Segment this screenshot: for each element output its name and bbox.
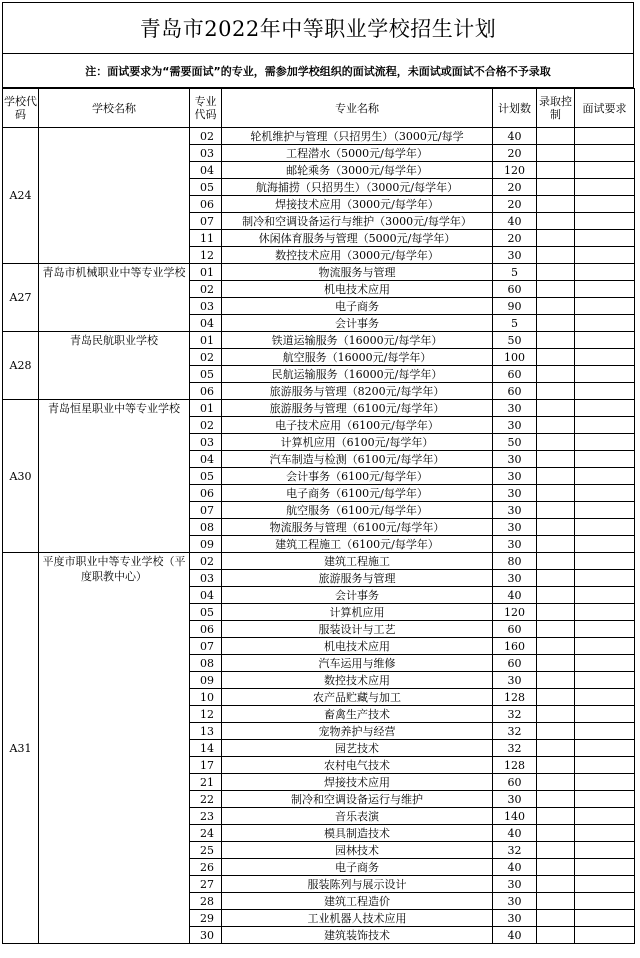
major-code-cell: 08 — [190, 655, 222, 672]
major-code-cell: 06 — [190, 485, 222, 502]
plan-count-cell: 60 — [493, 383, 537, 400]
major-code-cell: 05 — [190, 179, 222, 196]
admission-control-cell — [537, 332, 575, 349]
major-name-cell: 航空服务（16000元/每学年） — [222, 349, 493, 366]
header-row — [3, 89, 635, 128]
major-code-cell: 01 — [190, 400, 222, 417]
major-code-cell: 04 — [190, 315, 222, 332]
plan-count-cell: 30 — [493, 247, 537, 264]
major-name-cell: 服装设计与工艺 — [222, 621, 493, 638]
interview-requirement-cell — [575, 281, 635, 298]
interview-requirement-cell — [575, 910, 635, 927]
admission-control-cell — [537, 791, 575, 808]
major-name-cell: 农村电气技术 — [222, 757, 493, 774]
major-code-cell: 11 — [190, 230, 222, 247]
interview-requirement-cell — [575, 298, 635, 315]
major-name-cell: 服装陈列与展示设计 — [222, 876, 493, 893]
major-code-cell: 23 — [190, 808, 222, 825]
major-code-cell: 17 — [190, 757, 222, 774]
major-name-cell: 机电技术应用 — [222, 638, 493, 655]
admission-control-cell — [537, 281, 575, 298]
interview-note: 注：面试要求为“需要面试”的专业，需参加学校组织的面试流程，未面试或面试不合格不予录取 — [2, 54, 634, 88]
admission-control-cell — [537, 808, 575, 825]
major-name-cell: 建筑工程施工 — [222, 553, 493, 570]
major-code-cell: 04 — [190, 451, 222, 468]
school-name-cell: 青岛市机械职业中等专业学校 — [39, 264, 190, 332]
plan-count-cell: 30 — [493, 791, 537, 808]
school-name-cell: 青岛恒星职业中等专业学校 — [39, 400, 190, 553]
major-code-cell: 13 — [190, 723, 222, 740]
school-code-cell: A27 — [3, 264, 39, 332]
plan-count-cell: 60 — [493, 621, 537, 638]
interview-requirement-cell — [575, 230, 635, 247]
admission-control-cell — [537, 842, 575, 859]
interview-requirement-cell — [575, 315, 635, 332]
major-name-cell: 工程潜水（5000元/每学年） — [222, 145, 493, 162]
admission-control-cell — [537, 162, 575, 179]
major-code-cell: 09 — [190, 536, 222, 553]
major-code-cell: 25 — [190, 842, 222, 859]
major-code-cell: 07 — [190, 638, 222, 655]
major-name-cell: 工业机器人技术应用 — [222, 910, 493, 927]
major-code-cell: 02 — [190, 553, 222, 570]
plan-count-cell: 30 — [493, 400, 537, 417]
major-code-cell: 02 — [190, 128, 222, 145]
admission-control-cell — [537, 451, 575, 468]
major-name-cell: 园林技术 — [222, 842, 493, 859]
major-name-cell: 制冷和空调设备运行与维护 — [222, 791, 493, 808]
plan-count-cell: 30 — [493, 468, 537, 485]
plan-count-cell: 30 — [493, 893, 537, 910]
interview-requirement-cell — [575, 621, 635, 638]
interview-requirement-cell — [575, 757, 635, 774]
interview-requirement-cell — [575, 893, 635, 910]
major-code-cell: 27 — [190, 876, 222, 893]
interview-requirement-cell — [575, 740, 635, 757]
interview-requirement-cell — [575, 196, 635, 213]
admission-control-cell — [537, 689, 575, 706]
major-code-cell: 09 — [190, 672, 222, 689]
interview-requirement-cell — [575, 485, 635, 502]
interview-requirement-cell — [575, 808, 635, 825]
plan-count-cell: 20 — [493, 230, 537, 247]
major-name-cell: 焊接技术应用（3000元/每学年） — [222, 196, 493, 213]
major-name-cell: 航空服务（6100元/每学年） — [222, 502, 493, 519]
admission-control-cell — [537, 893, 575, 910]
major-name-cell: 会计事务（6100元/每学年） — [222, 468, 493, 485]
major-name-cell: 制冷和空调设备运行与维护（3000元/每学年） — [222, 213, 493, 230]
table-row — [3, 400, 635, 417]
interview-requirement-cell — [575, 825, 635, 842]
major-code-cell: 07 — [190, 502, 222, 519]
interview-requirement-cell — [575, 468, 635, 485]
plan-count-cell: 100 — [493, 349, 537, 366]
major-code-cell: 10 — [190, 689, 222, 706]
admission-control-cell — [537, 672, 575, 689]
school-code-cell: A30 — [3, 400, 39, 553]
plan-count-cell: 60 — [493, 366, 537, 383]
admission-control-cell — [537, 213, 575, 230]
interview-requirement-cell — [575, 162, 635, 179]
interview-requirement-cell — [575, 604, 635, 621]
interview-requirement-cell — [575, 128, 635, 145]
major-name-cell: 民航运输服务（16000元/每学年） — [222, 366, 493, 383]
school-name-cell: 平度市职业中等专业学校（平度职教中心） — [39, 553, 190, 944]
admission-control-cell — [537, 638, 575, 655]
plan-count-cell: 40 — [493, 587, 537, 604]
school-code-cell: A28 — [3, 332, 39, 400]
plan-count-cell: 30 — [493, 536, 537, 553]
major-code-cell: 04 — [190, 162, 222, 179]
interview-requirement-cell — [575, 689, 635, 706]
interview-requirement-cell — [575, 451, 635, 468]
major-name-cell: 数控技术应用（3000元/每学年） — [222, 247, 493, 264]
major-code-cell: 12 — [190, 247, 222, 264]
admission-control-cell — [537, 859, 575, 876]
major-name-cell: 铁道运输服务（16000元/每学年） — [222, 332, 493, 349]
major-name-cell: 电子商务（6100元/每学年） — [222, 485, 493, 502]
major-code-cell: 06 — [190, 621, 222, 638]
admission-control-cell — [537, 587, 575, 604]
admission-control-cell — [537, 400, 575, 417]
admission-control-cell — [537, 264, 575, 281]
plan-count-cell: 40 — [493, 825, 537, 842]
interview-requirement-cell — [575, 842, 635, 859]
table-row — [3, 553, 635, 570]
interview-requirement-cell — [575, 927, 635, 944]
admission-control-cell — [537, 247, 575, 264]
major-name-cell: 农产品贮藏与加工 — [222, 689, 493, 706]
admission-control-cell — [537, 434, 575, 451]
admission-control-cell — [537, 383, 575, 400]
major-code-cell: 03 — [190, 434, 222, 451]
major-name-cell: 建筑装饰技术 — [222, 927, 493, 944]
admission-control-cell — [537, 485, 575, 502]
school-name-cell: 青岛民航职业学校 — [39, 332, 190, 400]
major-name-cell: 汽车制造与检测（6100元/每学年） — [222, 451, 493, 468]
plan-count-cell: 32 — [493, 740, 537, 757]
major-name-cell: 计算机应用（6100元/每学年） — [222, 434, 493, 451]
plan-count-cell: 40 — [493, 927, 537, 944]
school-code-cell: A31 — [3, 553, 39, 944]
major-name-cell: 会计事务 — [222, 587, 493, 604]
major-name-cell: 物流服务与管理（6100元/每学年） — [222, 519, 493, 536]
interview-requirement-cell — [575, 553, 635, 570]
interview-requirement-cell — [575, 638, 635, 655]
plan-count-cell: 140 — [493, 808, 537, 825]
major-name-cell: 电子商务 — [222, 298, 493, 315]
major-code-cell: 06 — [190, 383, 222, 400]
major-name-cell: 园艺技术 — [222, 740, 493, 757]
plan-count-cell: 60 — [493, 281, 537, 298]
admission-control-cell — [537, 553, 575, 570]
header-control: 录取控制 — [537, 89, 575, 128]
interview-requirement-cell — [575, 706, 635, 723]
major-code-cell: 02 — [190, 417, 222, 434]
admission-control-cell — [537, 298, 575, 315]
major-name-cell: 畜禽生产技术 — [222, 706, 493, 723]
admission-control-cell — [537, 655, 575, 672]
plan-count-cell: 5 — [493, 264, 537, 281]
school-code-cell: A24 — [3, 128, 39, 264]
school-name-cell — [39, 128, 190, 264]
table-row — [3, 128, 635, 145]
plan-count-cell: 5 — [493, 315, 537, 332]
interview-requirement-cell — [575, 145, 635, 162]
major-name-cell: 模具制造技术 — [222, 825, 493, 842]
major-code-cell: 01 — [190, 264, 222, 281]
plan-count-cell: 50 — [493, 332, 537, 349]
interview-requirement-cell — [575, 655, 635, 672]
major-code-cell: 12 — [190, 706, 222, 723]
admission-control-cell — [537, 570, 575, 587]
interview-requirement-cell — [575, 502, 635, 519]
plan-count-cell: 30 — [493, 910, 537, 927]
major-name-cell: 邮轮乘务（3000元/每学年） — [222, 162, 493, 179]
plan-count-cell: 128 — [493, 689, 537, 706]
major-code-cell: 03 — [190, 298, 222, 315]
plan-count-cell: 90 — [493, 298, 537, 315]
interview-requirement-cell — [575, 672, 635, 689]
major-name-cell: 休闲体育服务与管理（5000元/每学年） — [222, 230, 493, 247]
plan-count-cell: 160 — [493, 638, 537, 655]
interview-requirement-cell — [575, 570, 635, 587]
table-body — [3, 128, 635, 944]
major-name-cell: 旅游服务与管理（8200元/每学年） — [222, 383, 493, 400]
admission-control-cell — [537, 417, 575, 434]
major-code-cell: 03 — [190, 145, 222, 162]
interview-requirement-cell — [575, 587, 635, 604]
major-name-cell: 数控技术应用 — [222, 672, 493, 689]
interview-requirement-cell — [575, 774, 635, 791]
major-code-cell: 02 — [190, 281, 222, 298]
admission-control-cell — [537, 128, 575, 145]
plan-count-cell: 128 — [493, 757, 537, 774]
plan-count-cell: 40 — [493, 859, 537, 876]
admission-control-cell — [537, 621, 575, 638]
plan-count-cell: 32 — [493, 706, 537, 723]
interview-requirement-cell — [575, 791, 635, 808]
document-title: 青岛市2022年中等职业学校招生计划 — [2, 2, 634, 54]
interview-requirement-cell — [575, 519, 635, 536]
interview-requirement-cell — [575, 366, 635, 383]
major-name-cell: 旅游服务与管理（6100元/每学年） — [222, 400, 493, 417]
interview-requirement-cell — [575, 434, 635, 451]
major-name-cell: 物流服务与管理 — [222, 264, 493, 281]
plan-count-cell: 20 — [493, 145, 537, 162]
interview-requirement-cell — [575, 859, 635, 876]
admission-control-cell — [537, 723, 575, 740]
plan-count-cell: 120 — [493, 604, 537, 621]
table-row — [3, 332, 635, 349]
header-major-name: 专业名称 — [222, 89, 493, 128]
enrollment-plan-table — [2, 88, 635, 944]
admission-control-cell — [537, 876, 575, 893]
major-code-cell: 07 — [190, 213, 222, 230]
table-row — [3, 264, 635, 281]
major-name-cell: 电子技术应用（6100元/每学年） — [222, 417, 493, 434]
major-code-cell: 28 — [190, 893, 222, 910]
admission-control-cell — [537, 468, 575, 485]
interview-requirement-cell — [575, 383, 635, 400]
major-name-cell: 会计事务 — [222, 315, 493, 332]
admission-control-cell — [537, 519, 575, 536]
admission-control-cell — [537, 536, 575, 553]
major-code-cell: 08 — [190, 519, 222, 536]
major-name-cell: 计算机应用 — [222, 604, 493, 621]
admission-control-cell — [537, 774, 575, 791]
plan-count-cell: 30 — [493, 502, 537, 519]
interview-requirement-cell — [575, 332, 635, 349]
plan-count-cell: 40 — [493, 213, 537, 230]
interview-requirement-cell — [575, 247, 635, 264]
plan-count-cell: 30 — [493, 417, 537, 434]
plan-count-cell: 60 — [493, 774, 537, 791]
major-name-cell: 建筑工程施工（6100元/每学年） — [222, 536, 493, 553]
major-code-cell: 26 — [190, 859, 222, 876]
interview-requirement-cell — [575, 536, 635, 553]
plan-count-cell: 30 — [493, 451, 537, 468]
header-interview: 面试要求 — [575, 89, 635, 128]
plan-count-cell: 50 — [493, 434, 537, 451]
major-name-cell: 建筑工程造价 — [222, 893, 493, 910]
interview-requirement-cell — [575, 264, 635, 281]
major-name-cell: 轮机维护与管理（只招男生）（3000元/每学 — [222, 128, 493, 145]
admission-control-cell — [537, 502, 575, 519]
plan-count-cell: 20 — [493, 196, 537, 213]
plan-count-cell: 40 — [493, 128, 537, 145]
admission-control-cell — [537, 230, 575, 247]
interview-requirement-cell — [575, 400, 635, 417]
admission-control-cell — [537, 196, 575, 213]
admission-control-cell — [537, 349, 575, 366]
admission-control-cell — [537, 604, 575, 621]
plan-count-cell: 32 — [493, 723, 537, 740]
major-code-cell: 06 — [190, 196, 222, 213]
plan-count-cell: 60 — [493, 655, 537, 672]
header-school-name: 学校名称 — [39, 89, 190, 128]
plan-count-cell: 30 — [493, 672, 537, 689]
plan-count-cell: 120 — [493, 162, 537, 179]
interview-requirement-cell — [575, 179, 635, 196]
header-plan: 计划数 — [493, 89, 537, 128]
plan-count-cell: 30 — [493, 485, 537, 502]
admission-control-cell — [537, 366, 575, 383]
admission-control-cell — [537, 740, 575, 757]
major-code-cell: 05 — [190, 468, 222, 485]
major-name-cell: 音乐表演 — [222, 808, 493, 825]
major-name-cell: 电子商务 — [222, 859, 493, 876]
major-code-cell: 04 — [190, 587, 222, 604]
interview-requirement-cell — [575, 876, 635, 893]
major-code-cell: 14 — [190, 740, 222, 757]
plan-count-cell: 80 — [493, 553, 537, 570]
admission-control-cell — [537, 315, 575, 332]
major-code-cell: 01 — [190, 332, 222, 349]
admission-control-cell — [537, 706, 575, 723]
admission-control-cell — [537, 927, 575, 944]
major-name-cell: 机电技术应用 — [222, 281, 493, 298]
major-code-cell: 29 — [190, 910, 222, 927]
plan-count-cell: 30 — [493, 570, 537, 587]
interview-requirement-cell — [575, 349, 635, 366]
admission-control-cell — [537, 145, 575, 162]
plan-count-cell: 32 — [493, 842, 537, 859]
plan-count-cell: 20 — [493, 179, 537, 196]
plan-count-cell: 30 — [493, 876, 537, 893]
interview-requirement-cell — [575, 417, 635, 434]
plan-count-cell: 30 — [493, 519, 537, 536]
major-code-cell: 02 — [190, 349, 222, 366]
major-code-cell: 22 — [190, 791, 222, 808]
header-major-code: 专业代码 — [190, 89, 222, 128]
major-code-cell: 03 — [190, 570, 222, 587]
admission-control-cell — [537, 910, 575, 927]
major-name-cell: 旅游服务与管理 — [222, 570, 493, 587]
interview-requirement-cell — [575, 723, 635, 740]
major-code-cell: 05 — [190, 366, 222, 383]
major-name-cell: 汽车运用与维修 — [222, 655, 493, 672]
admission-control-cell — [537, 825, 575, 842]
major-code-cell: 05 — [190, 604, 222, 621]
interview-requirement-cell — [575, 213, 635, 230]
major-code-cell: 24 — [190, 825, 222, 842]
admission-control-cell — [537, 179, 575, 196]
major-name-cell: 宠物养护与经营 — [222, 723, 493, 740]
major-code-cell: 30 — [190, 927, 222, 944]
admission-control-cell — [537, 757, 575, 774]
major-code-cell: 21 — [190, 774, 222, 791]
major-name-cell: 航海捕捞（只招男生）（3000元/每学年） — [222, 179, 493, 196]
major-name-cell: 焊接技术应用 — [222, 774, 493, 791]
header-school-code: 学校代码 — [3, 89, 39, 128]
